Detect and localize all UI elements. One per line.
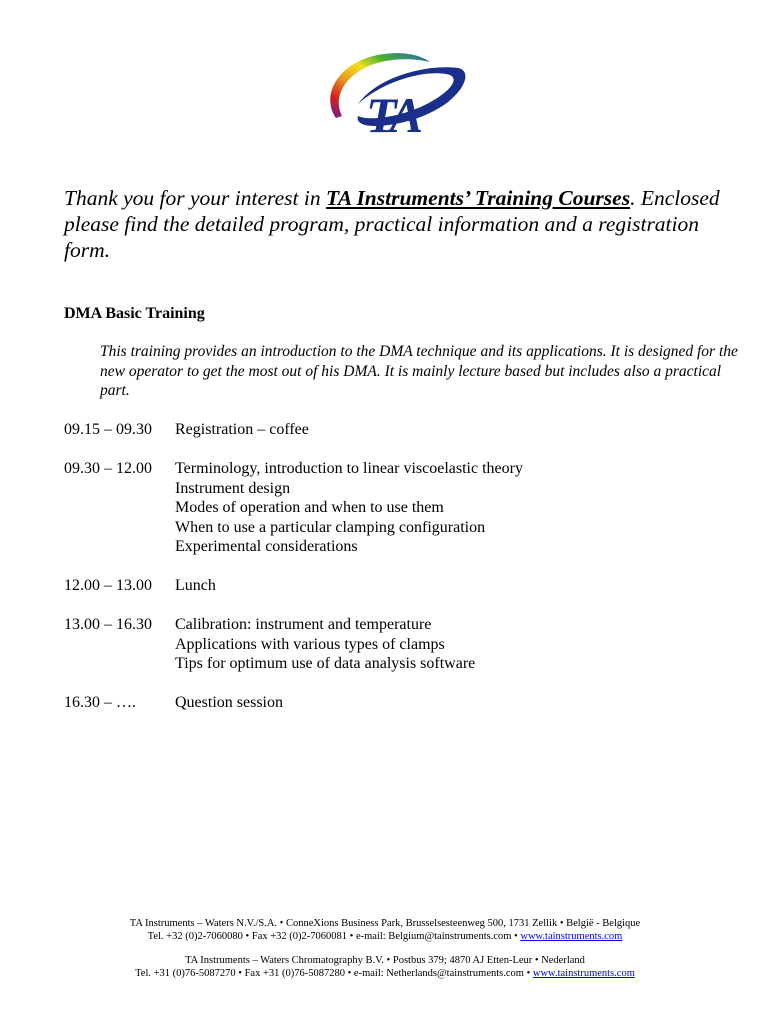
schedule-time: 13.00 – 16.30 xyxy=(64,616,152,633)
schedule-items xyxy=(175,693,283,713)
course-title: DMA Basic Training xyxy=(64,305,205,322)
schedule-item: Modes of operation and when to use them xyxy=(175,499,444,516)
schedule-time: 09.15 – 09.30 xyxy=(64,421,152,438)
schedule-item: Registration – coffee xyxy=(175,421,309,438)
schedule-item: Question session xyxy=(175,694,283,711)
training-courses-highlight: TA Instruments’ Training Courses xyxy=(325,186,631,210)
schedule-item: Instrument design xyxy=(175,479,291,497)
schedule-slot xyxy=(64,420,744,440)
course-description: This training provides an introduction to the DMA technique and its applications. It is designed for the new operator to get the most out of his DMA. It is mainly lecture based but includes also a practical part. xyxy=(100,343,738,399)
footer-netherlands-website-link[interactable]: www.tainstruments.com xyxy=(532,967,635,979)
schedule-time: 12.00 – 13.00 xyxy=(64,577,152,594)
schedule-items xyxy=(175,615,475,674)
footer xyxy=(30,918,740,992)
schedule xyxy=(64,420,744,732)
schedule-time: 16.30 – …. xyxy=(64,694,136,711)
logo-text: TA xyxy=(366,87,420,142)
schedule-item: Tips for optimum use of data analysis software xyxy=(175,655,476,672)
schedule-time: 09.30 – 12.00 xyxy=(64,460,152,477)
schedule-slot xyxy=(64,459,744,557)
schedule-items xyxy=(175,459,523,557)
footer-belgium xyxy=(30,918,740,943)
footer-netherlands-contact: Tel. +31 (0)76-5087270 • Fax +31 (0)76-5087280 • e-mail: Netherlands@tainstruments.com • www.tainstruments.com xyxy=(135,967,635,979)
footer-belgium-contact: Tel. +32 (0)2-7060080 • Fax +32 (0)2-7060081 • e-mail: Belgium@tainstruments.com • www.tainstruments.com xyxy=(147,930,623,942)
ta-instruments-logo xyxy=(318,46,470,142)
intro-before: Thank you for your interest in xyxy=(64,186,326,210)
schedule-slot xyxy=(64,693,744,713)
intro-after: . Enclosed please find the detailed program, practical information and a registration form. xyxy=(64,186,720,262)
schedule-slot xyxy=(64,615,744,674)
schedule-item: Terminology, introduction to linear viscoelastic theory xyxy=(175,460,523,477)
footer-netherlands xyxy=(30,955,740,980)
schedule-item: When to use a particular clamping configuration xyxy=(175,518,486,536)
footer-belgium-address: TA Instruments – Waters N.V./S.A. • ConneXions Business Park, Brusselsesteenweg 500, 1731 Zellik • België - Belgique xyxy=(129,918,641,929)
footer-netherlands-address: TA Instruments – Waters Chromatography B.V. • Postbus 379; 4870 AJ Etten-Leur • Nederland xyxy=(185,955,585,966)
schedule-item: Calibration: instrument and temperature xyxy=(175,616,432,633)
schedule-item: Lunch xyxy=(175,577,216,594)
schedule-items xyxy=(175,420,309,440)
footer-belgium-website-link[interactable]: www.tainstruments.com xyxy=(520,930,623,942)
schedule-slot xyxy=(64,576,744,596)
schedule-item: Applications with various types of clamps xyxy=(175,635,445,653)
intro-paragraph xyxy=(64,185,744,263)
schedule-item: Experimental considerations xyxy=(175,538,358,555)
schedule-items xyxy=(175,576,216,596)
